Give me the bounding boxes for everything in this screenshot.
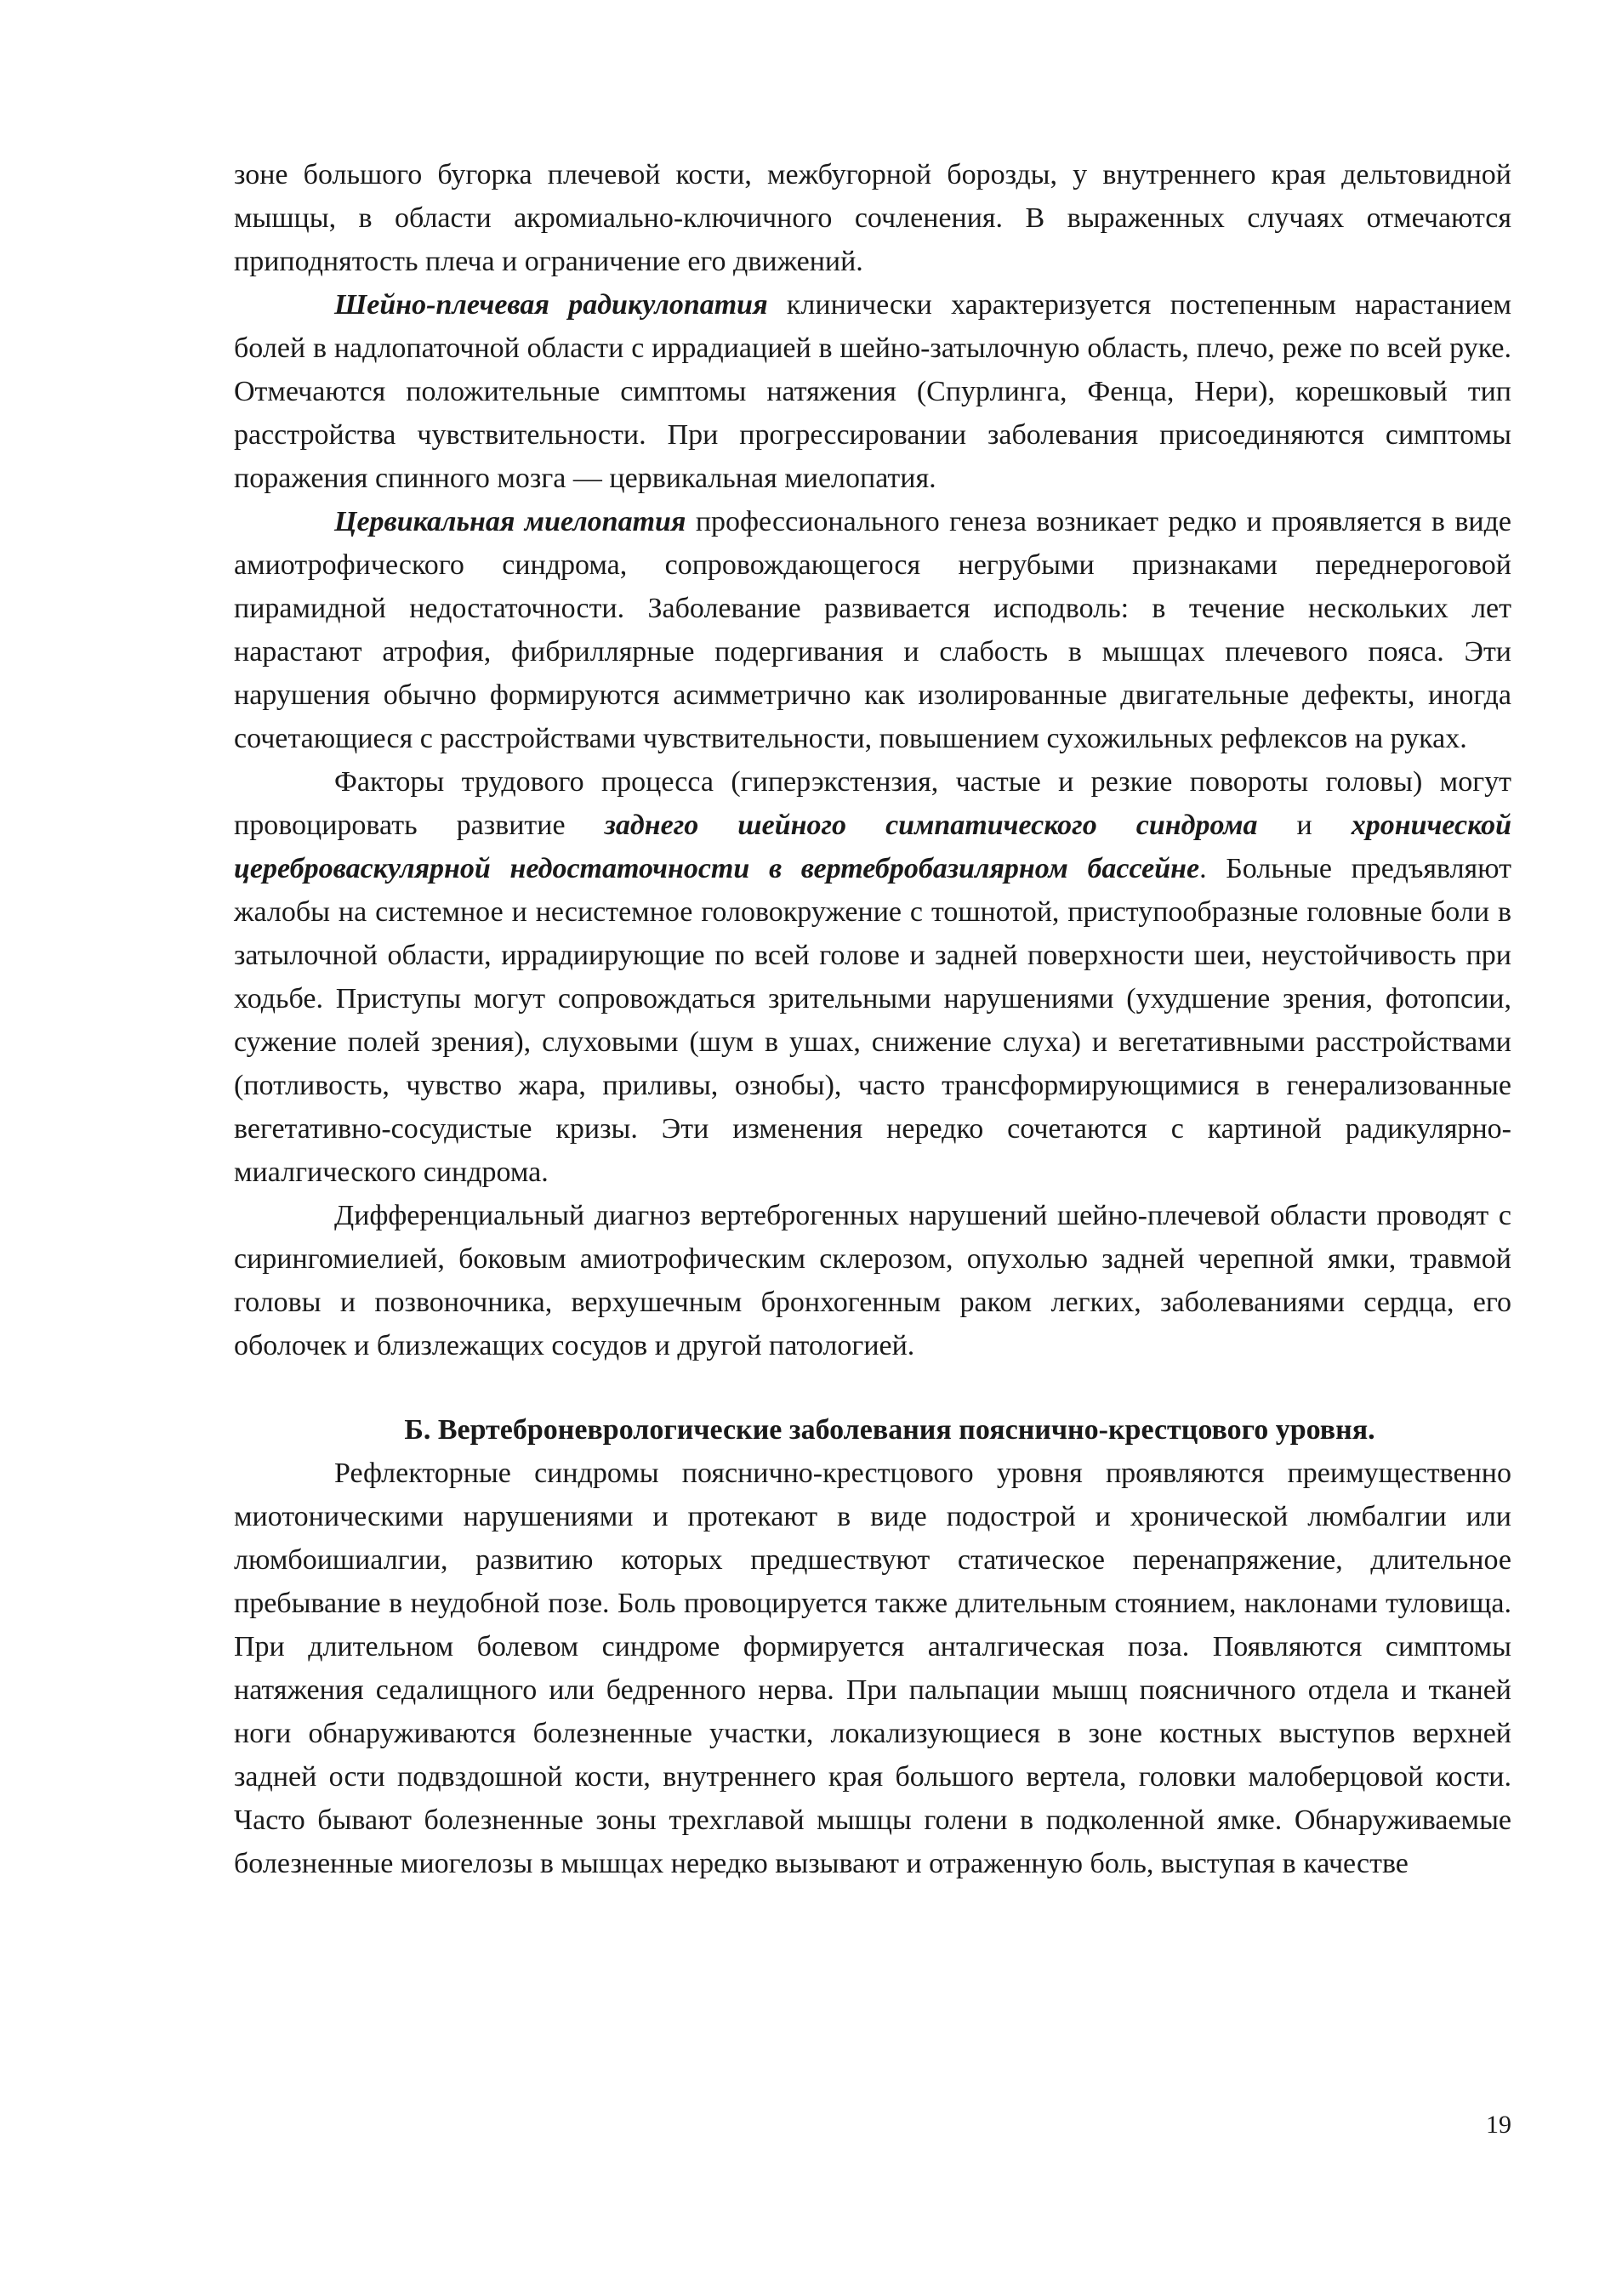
paragraph-text: профессионального генеза возникает редко и проявляется в виде амиотрофического синдрома, сопровождающегося негрубыми признаками переднероговой пирамидной недостаточности. Заболевание развивается исподволь: в течение нескольких лет нарастают атрофия, фибриллярные подергивания и слабость в мышцах плечевого пояса. Эти нарушения обычно формируются асимметрично как изолированные двигательные дефекты, иногда сочетающиеся с расстройствами чувствительности, повышением сухожильных рефлексов на руках. xyxy=(234,506,1511,754)
paragraph xyxy=(234,500,1511,760)
paragraph-text: зоне большого бугорка плечевой кости, межбугорной борозды, у внутреннего края дельтовидной мышцы, в области акромиально-ключичного сочленения. В выраженных случаях отмечаются приподнятость плеча и ограничение его движений. xyxy=(234,159,1511,277)
term-emphasis: Шейно-плечевая радикулопатия xyxy=(334,289,768,321)
term-emphasis: заднего шейного симпатического синдрома xyxy=(604,810,1258,841)
paragraph-text: Дифференциальный диагноз вертеброгенных нарушений шейно-плечевой области проводят с сирингомиелией, боковым амиотрофическим склерозом, опухолью задней черепной ямки, травмой головы и позвоночника, верхушечным бронхогенным раком легких, заболеваниями сердца, его оболочек и близлежащих сосудов и другой патологией. xyxy=(234,1200,1511,1361)
paragraph xyxy=(234,760,1511,1194)
paragraph-text: Рефлекторные синдромы пояснично-крестцового уровня проявляются преимущественно миотоническими нарушениями и протекают в виде подострой и хронической люмбалгии или люмбоишиалгии, развитию которых предшествуют статическое перенапряжение, длительное пребывание в неудобной позе. Боль провоцируется также длительным стоянием, наклонами туловища. При длительном болевом синдроме формируется анталгическая поза. Появляются симптомы натяжения седалищного или бедренного нерва. При пальпации мышц поясничного отдела и тканей ноги обнаруживаются болезненные участки, локализующиеся в зоне костных выступов верхней задней ости подвздошной кости, внутреннего края большого вертела, головки малоберцовой кости. Часто бывают болезненные зоны трехглавой мышцы голени в подколенной ямке. Обнаруживаемые болезненные миогелозы в мышцах нередко вызывают и отраженную боль, выступая в качестве xyxy=(234,1458,1511,1879)
page-number: 19 xyxy=(1486,2111,1511,2139)
paragraph xyxy=(234,283,1511,500)
paragraph-text: клинически характеризуется постепенным нарастанием болей в надлопаточной области с иррадиацией в шейно-затылочную область, плечо, реже по всей руке. Отмечаются положительные симптомы натяжения (Спурлинга, Фенца, Нери), корешковый тип расстройства чувствительности. При прогрессировании заболевания присоединяются симптомы поражения спинного мозга — цервикальная миелопатия. xyxy=(234,289,1511,494)
paragraph xyxy=(234,1452,1511,1885)
body-text xyxy=(234,153,1511,1885)
paragraph-text: Факторы трудового процесса (гиперэкстензия, частые и резкие повороты головы) могут провоцировать развитие xyxy=(234,766,1511,841)
term-emphasis: хронической цереброваскулярной недостаточности в вертебробазилярном бассейне xyxy=(234,810,1511,884)
paragraph-text: и xyxy=(1257,810,1352,841)
section-heading: Б. Вертеброневрологические заболевания пояснично-крестцового уровня. xyxy=(404,1414,1375,1446)
paragraph-text: . Больные предъявляют жалобы на системное и несистемное головокружение с тошнотой, приступообразные головные боли в затылочной области, иррадиирующие по всей голове и задней поверхности шеи, неустойчивость при ходьбе. Приступы могут сопровождаться зрительными нарушениями (ухудшение зрения, фотопсии, сужение полей зрения), слуховыми (шум в ушах, снижение слуха) и вегетативными расстройствами (потливость, чувство жара, приливы, ознобы), часто трансформирующимися в генерализованные вегетативно-сосудистые кризы. Эти изменения нередко сочетаются с картиной радикулярно-миалгического синдрома. xyxy=(234,853,1511,1188)
paragraph xyxy=(234,1194,1511,1367)
paragraph xyxy=(234,153,1511,283)
term-emphasis: Цервикальная миелопатия xyxy=(334,506,686,537)
